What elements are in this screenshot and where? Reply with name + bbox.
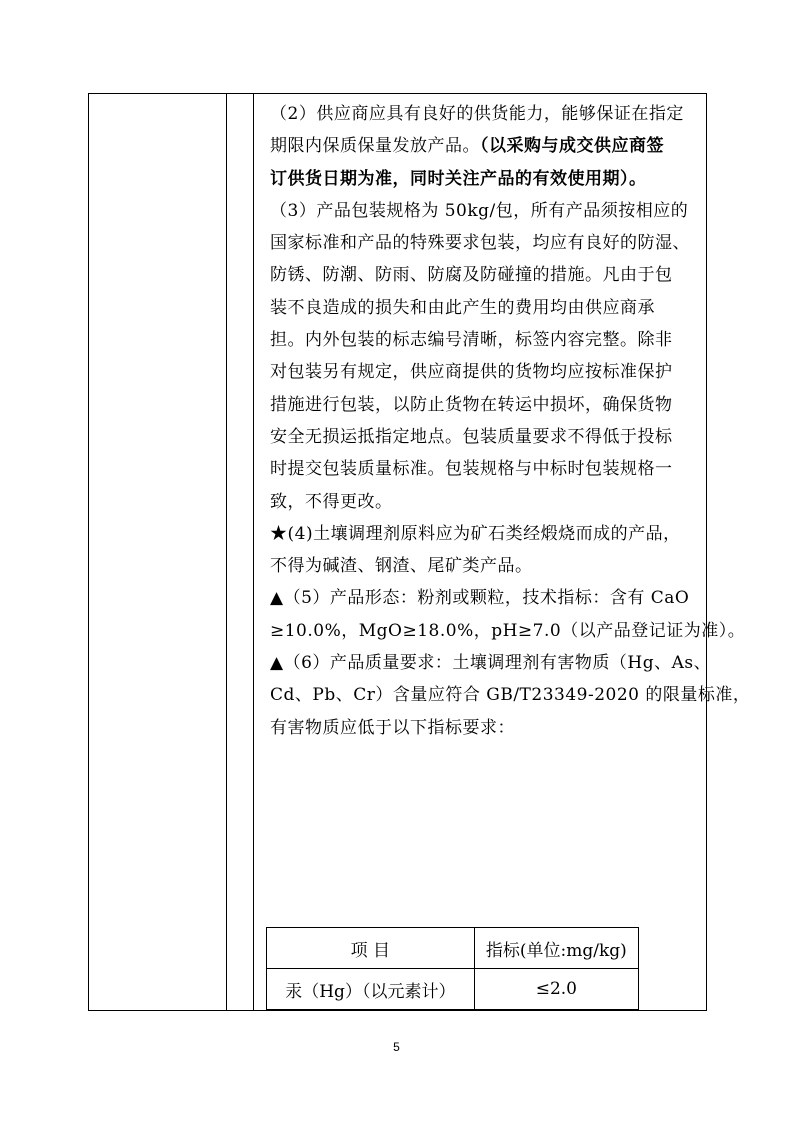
text-line: 担。内外包装的标志编号清晰，标签内容完整。除非 [270, 330, 673, 351]
limits-table [266, 927, 639, 1010]
text-line: 时提交包装质量标准。包装规格与中标时包装规格一 [270, 459, 673, 480]
bold-note: （以采购与成交供应商签 [480, 136, 664, 157]
text-line: 对包装另有规定，供应商提供的货物均应按标准保护 [270, 362, 673, 383]
table-row [267, 969, 639, 1010]
text-line: （3）产品包装规格为 50kg/包，所有产品须按相应的 [270, 200, 689, 221]
requirement-3 [270, 195, 705, 518]
text-line: 装不良造成的损失和由此产生的费用均由供应商承 [270, 297, 655, 318]
text-line: 措施进行包装，以防止货物在转运中损坏，确保货物 [270, 394, 673, 415]
text-line: 不得为碱渣、钢渣、尾矿类产品。 [270, 556, 533, 577]
column-divider [253, 94, 254, 1010]
requirement-2 [270, 98, 705, 195]
text-line: ▲（5）产品形态：粉剂或颗粒，技术指标：含有 CaO [270, 588, 690, 609]
requirement-5 [270, 582, 746, 647]
requirements-text [270, 98, 751, 744]
text-line: ≥10.0%，MgO≥18.0%，pH≥7.0（以产品登记证为准）。 [270, 620, 746, 641]
text-segment: 期限内保质保量发放产品。 [270, 136, 480, 157]
text-line: ★(4)土壤调理剂原料应为矿石类经煅烧而成的产品， [270, 523, 681, 544]
table-header-row [267, 928, 639, 969]
header-limit: 指标(单位:mg/kg) [474, 928, 638, 969]
text-line: 有害物质应低于以下指标要求： [270, 717, 515, 738]
page-number: 5 [393, 1040, 400, 1054]
requirement-4 [270, 518, 705, 583]
column-divider [226, 94, 227, 1010]
text-line: 致，不得更改。 [270, 491, 393, 512]
text-line: 安全无损运抵指定地点。包装质量要求不得低于投标 [270, 426, 673, 447]
text-line: ▲（6）产品质量要求：土壤调理剂有害物质（Hg、As、 [270, 653, 712, 674]
row-limit: ≤2.0 [474, 969, 638, 1010]
header-item: 项 目 [267, 928, 475, 969]
text-line [270, 130, 705, 162]
text-line: Cd、Pb、Cr）含量应符合 GB/T23349-2020 的限量标准， [270, 685, 751, 706]
bold-note: 订供货日期为准，同时关注产品的有效使用期）。 [270, 168, 647, 189]
text-line: 国家标准和产品的特殊要求包装，均应有良好的防湿、 [270, 233, 690, 254]
requirement-6 [270, 647, 751, 744]
text-line: 防锈、防潮、防雨、防腐及防碰撞的措施。凡由于包 [270, 265, 673, 286]
text-line: （2）供应商应具有良好的供货能力，能够保证在指定 [270, 104, 684, 124]
row-item: 汞（Hg）（以元素计） [267, 969, 475, 1010]
